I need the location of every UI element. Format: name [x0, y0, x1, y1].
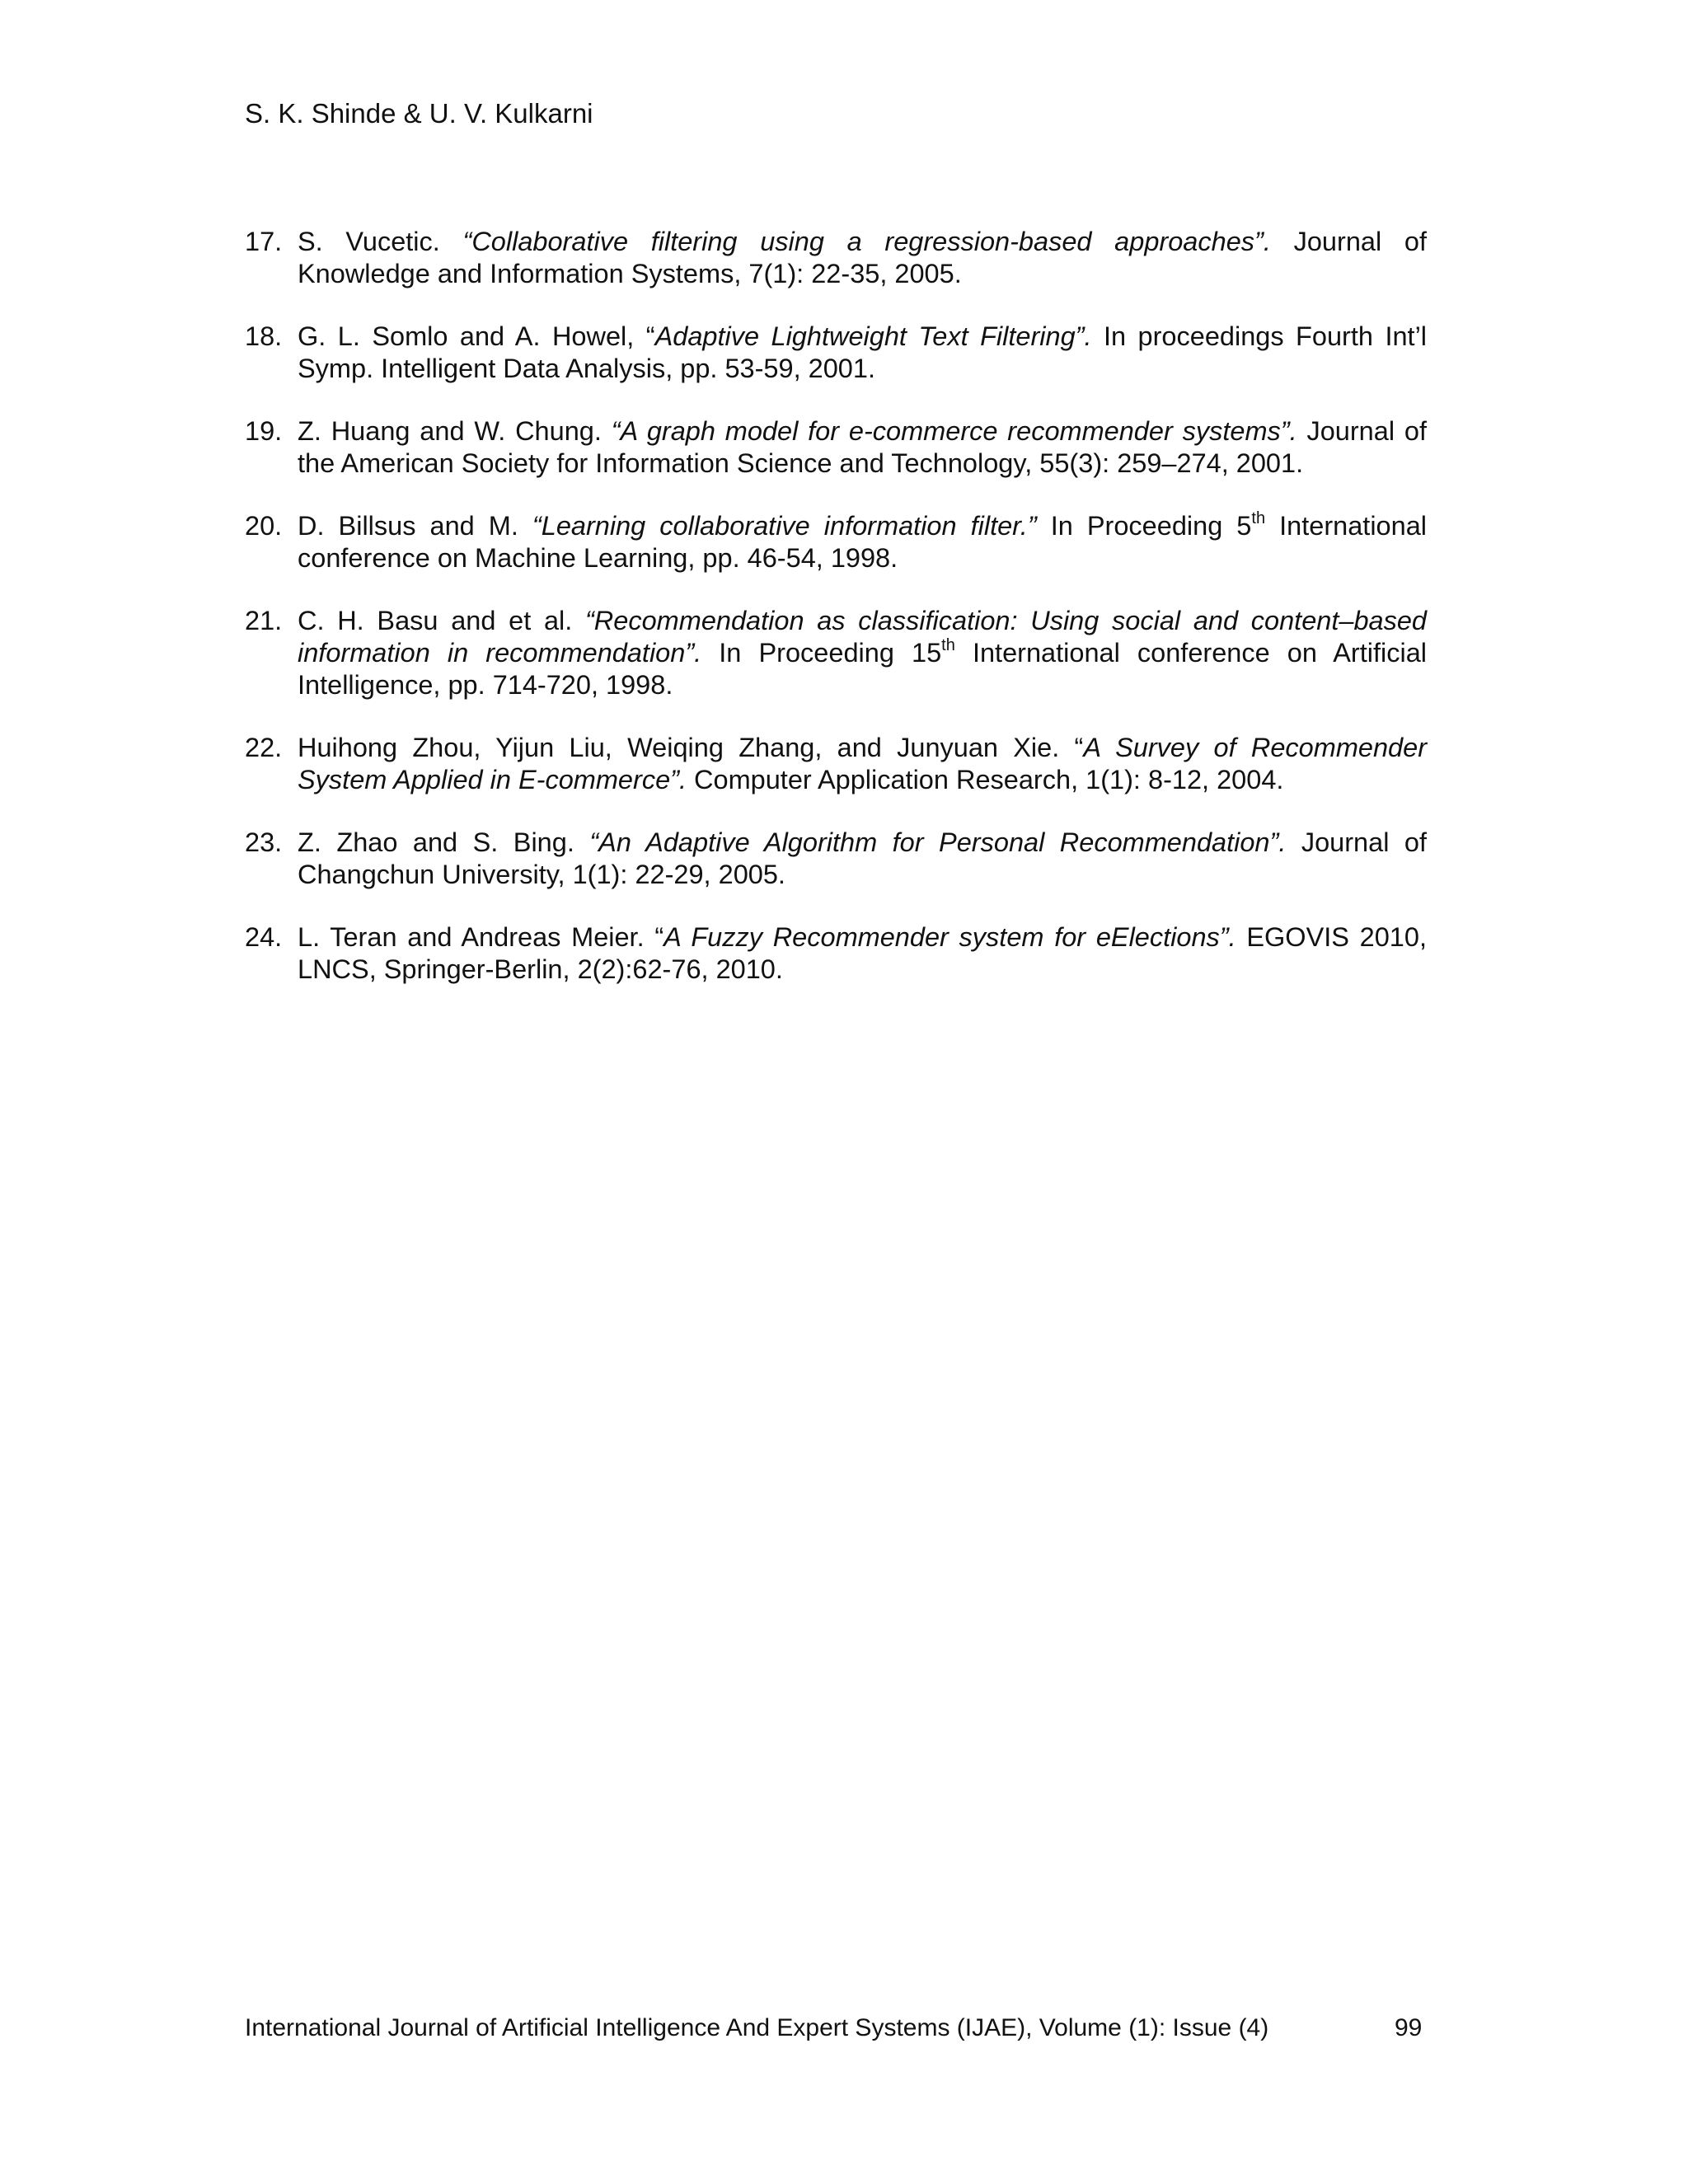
reference-number: 23. — [245, 827, 283, 857]
reference-title: A Survey of Recommender System Applied in E-commerce”. — [298, 733, 1428, 794]
reference-source: Journal of Changchun University, 1(1): 22-29, 2005. — [298, 827, 1427, 889]
reference-item — [245, 321, 1427, 385]
ordinal-superscript: th — [1251, 509, 1266, 528]
reference-title: Adaptive Lightweight Text Filtering”. — [654, 321, 1092, 351]
reference-item — [245, 732, 1427, 796]
reference-authors: G. L. Somlo and A. Howel, “ — [298, 321, 655, 351]
running-header: S. K. Shinde & U. V. Kulkarni — [245, 98, 593, 129]
reference-authors: Z. Huang and W. Chung. — [298, 416, 612, 446]
page-number: 99 — [1395, 2014, 1423, 2041]
reference-source-rest: International conference on Artificial Intelligence, pp. 714-720, 1998. — [298, 638, 1428, 700]
reference-title: “Collaborative filtering using a regression-based approaches”. — [462, 227, 1271, 256]
reference-item — [245, 605, 1427, 701]
reference-authors: D. Billsus and M. — [298, 511, 532, 541]
reference-authors: S. Vucetic. — [298, 227, 463, 256]
reference-source: Computer Application Research, 1(1): 8-12, 2004. — [687, 765, 1284, 794]
reference-number: 22. — [245, 733, 283, 762]
reference-item — [245, 921, 1427, 986]
reference-authors: C. H. Basu and et al. — [298, 606, 585, 635]
reference-source: Journal of Knowledge and Information Systems, 7(1): 22-35, 2005. — [298, 227, 1427, 288]
reference-authors: Huihong Zhou, Yijun Liu, Weiqing Zhang, and Junyuan Xie. “ — [298, 733, 1084, 762]
reference-number: 20. — [245, 511, 283, 541]
reference-item — [245, 415, 1427, 480]
footer-journal-name: International Journal of Artificial Intelligence And Expert Systems (IJAE), Volume (1): Issue (4) — [245, 2014, 1269, 2041]
reference-title: “Recommendation as classification: Using social and content–based information in recommendation”. — [298, 606, 1427, 668]
reference-number: 18. — [245, 321, 283, 351]
reference-source: In Proceeding 15 — [701, 638, 942, 668]
reference-item — [245, 827, 1427, 891]
reference-title: A Fuzzy Recommender system for eElections”. — [663, 922, 1236, 952]
reference-authors: Z. Zhao and S. Bing. — [298, 827, 590, 857]
reference-title: “An Adaptive Algorithm for Personal Recommendation”. — [589, 827, 1287, 857]
reference-source: In proceedings Fourth Int’l Symp. Intelligent Data Analysis, pp. 53-59, 2001. — [298, 321, 1428, 383]
reference-title: “Learning collaborative information filter.” — [532, 511, 1037, 541]
reference-source: EGOVIS 2010, LNCS, Springer-Berlin, 2(2):62-76, 2010. — [298, 922, 1427, 984]
reference-item — [245, 510, 1427, 574]
reference-number: 21. — [245, 606, 283, 635]
reference-list — [245, 226, 1427, 1016]
ordinal-superscript: th — [941, 636, 955, 655]
reference-number: 19. — [245, 416, 283, 446]
reference-source-rest: International conference on Machine Learning, pp. 46-54, 1998. — [298, 511, 1427, 573]
reference-item — [245, 226, 1427, 290]
reference-source: Journal of the American Society for Information Science and Technology, 55(3): 259–274, 2001. — [298, 416, 1427, 478]
reference-authors: L. Teran and Andreas Meier. “ — [298, 922, 664, 952]
reference-source: In Proceeding 5 — [1036, 511, 1252, 541]
reference-number: 24. — [245, 922, 283, 952]
reference-number: 17. — [245, 227, 283, 256]
reference-title: “A graph model for e-commerce recommender systems”. — [611, 416, 1297, 446]
